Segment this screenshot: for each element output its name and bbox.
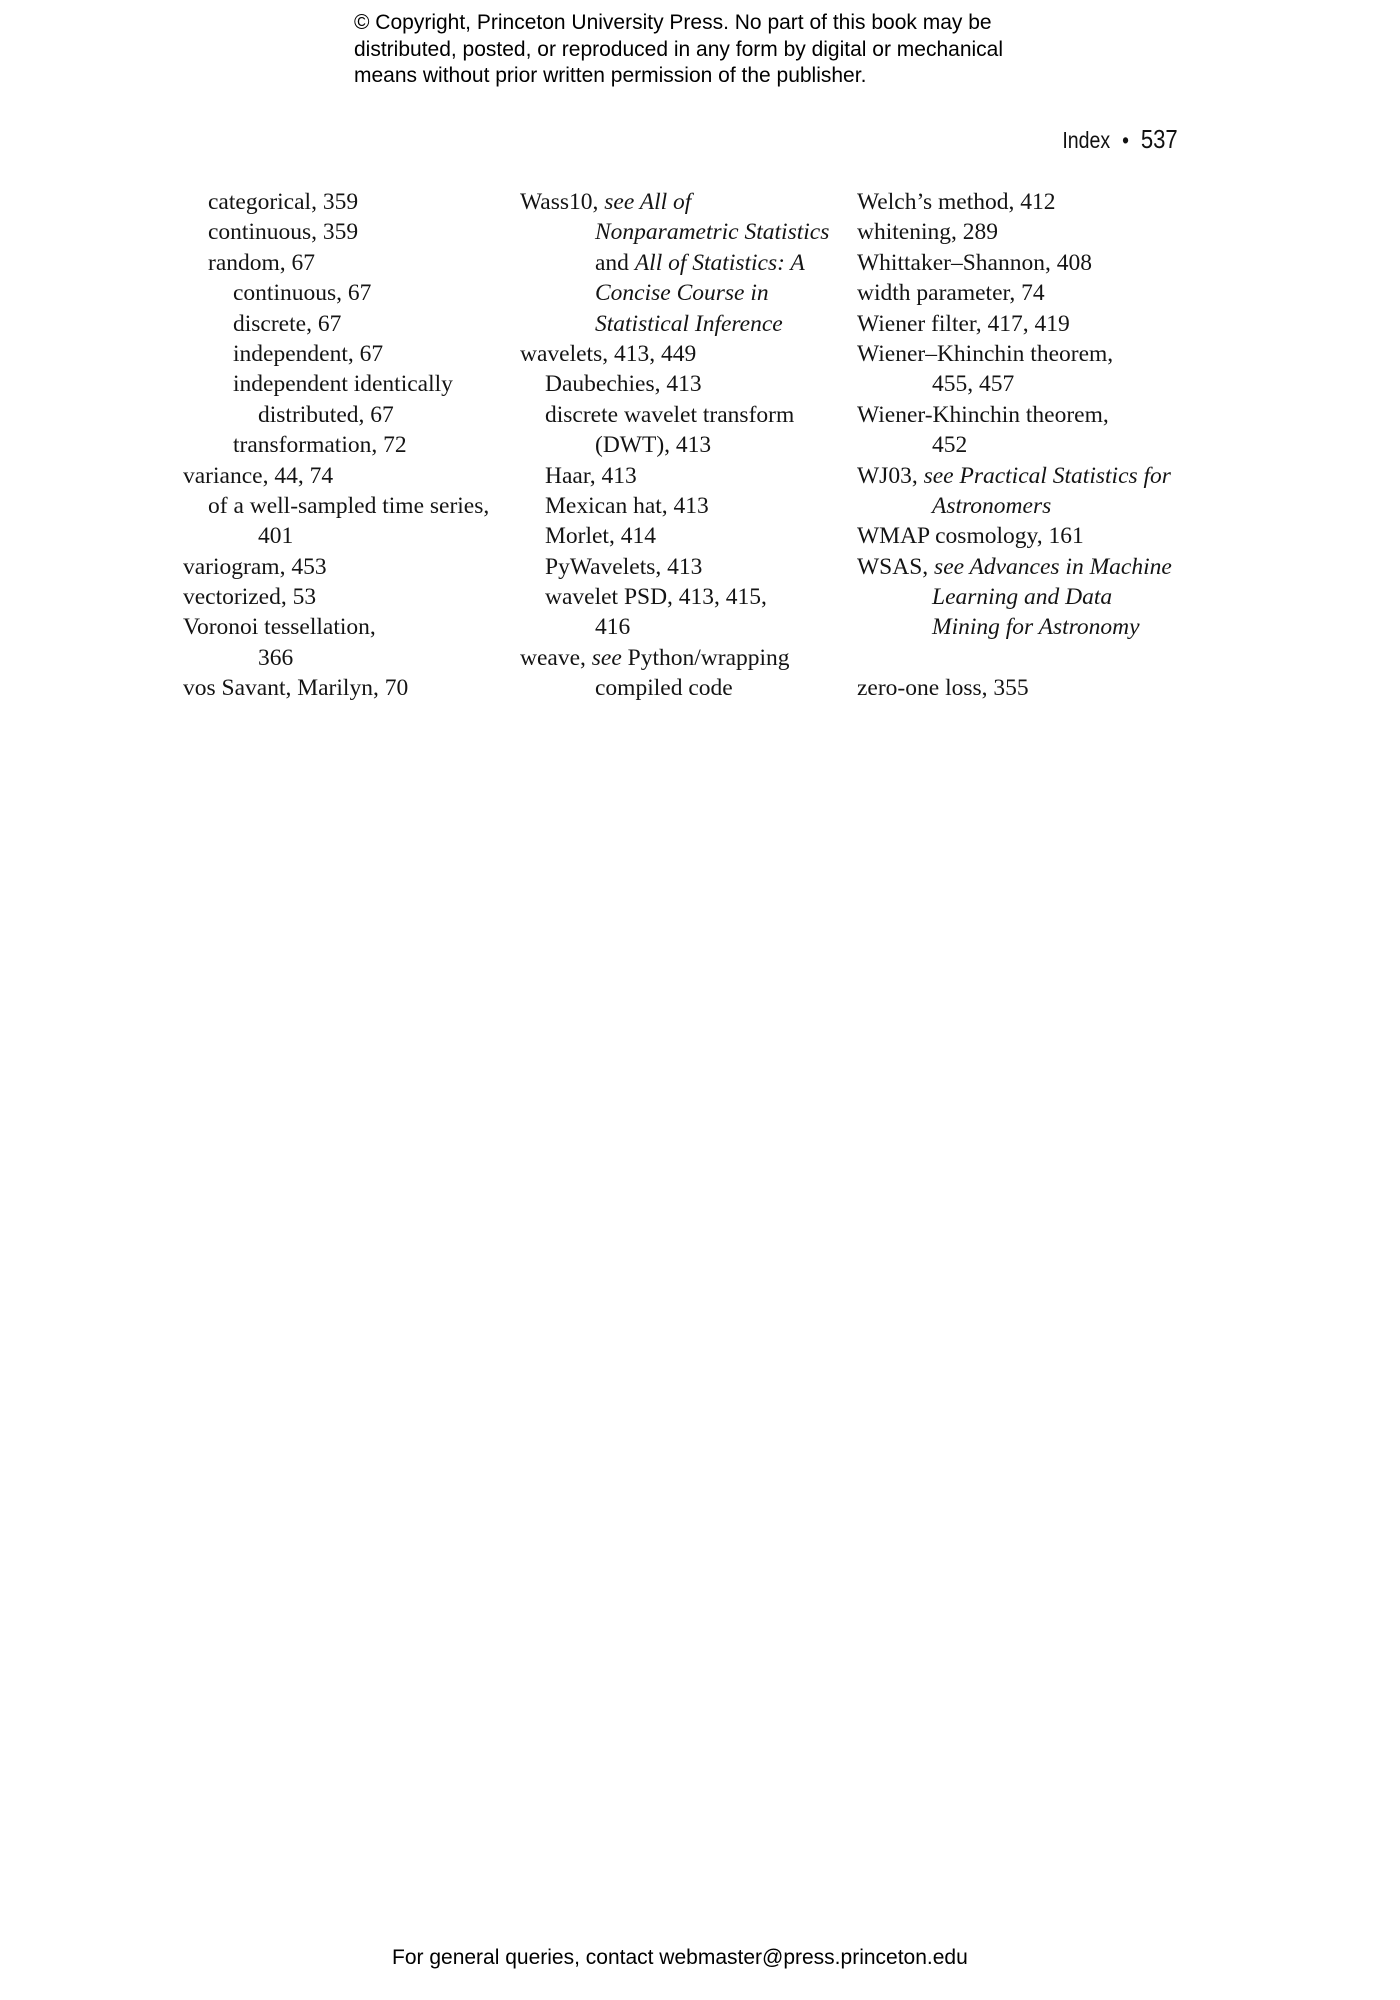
- copyright-notice: [354, 10, 1003, 90]
- page-number: 537: [1141, 124, 1178, 154]
- entry-text: Welch’s method, 412: [857, 189, 1056, 215]
- entry-text: wavelet PSD, 413, 415,: [545, 584, 767, 611]
- index-entry: [183, 673, 489, 703]
- index-entry-continuation: [857, 582, 1172, 612]
- entry-text: weave,: [520, 644, 592, 671]
- index-entry-continuation: [857, 612, 1172, 642]
- entry-text: 455, 457: [932, 371, 1015, 398]
- entry-text: distributed, 67: [258, 401, 394, 428]
- entry-text: independent, 67: [233, 340, 384, 367]
- entry-text: variogram, 453: [183, 553, 327, 580]
- index-subentry: [520, 369, 829, 399]
- italic-text: All of Statistics: A: [634, 249, 805, 276]
- index-entry-continuation: [183, 521, 489, 551]
- entry-text: Python/wrapping: [621, 644, 790, 671]
- entry-text: of a well-sampled time series,: [208, 492, 490, 519]
- index-entry-continuation: [183, 643, 489, 673]
- index-entry: [183, 612, 489, 642]
- index-entry: [857, 309, 1172, 339]
- entry-text: Wass10,: [520, 189, 605, 215]
- index-subentry: [520, 582, 829, 612]
- italic-text: Statistical Inference: [595, 310, 783, 337]
- entry-text: zero-one loss, 355: [857, 675, 1029, 702]
- index-entry: [857, 461, 1172, 491]
- entry-text: Voronoi tessellation,: [183, 614, 376, 641]
- entry-text: 452: [932, 432, 968, 459]
- index-entry-continuation: [520, 673, 829, 703]
- entry-text: Mexican hat, 413: [545, 492, 709, 519]
- index-entry: [857, 339, 1172, 369]
- index-entry-continuation: [857, 369, 1172, 399]
- entry-text: and: [595, 249, 635, 276]
- index-entry: [857, 248, 1172, 278]
- entry-text: PyWavelets, 413: [545, 553, 703, 580]
- index-subentry: [520, 552, 829, 582]
- index-entry: [183, 552, 489, 582]
- index-entry: [857, 552, 1172, 582]
- index-entry-continuation: [857, 430, 1172, 460]
- index-entry: [183, 582, 489, 612]
- copyright-line: means without prior written permission of the publisher.: [354, 64, 867, 87]
- italic-text: see Practical Statistics for: [923, 462, 1171, 489]
- entry-text: Daubechies, 413: [545, 371, 702, 398]
- index-entry-continuation: [520, 612, 829, 642]
- entry-text: wavelets, 413, 449: [520, 340, 697, 367]
- index-subentry: [183, 278, 489, 308]
- entry-text: discrete wavelet transform: [545, 401, 795, 428]
- index-entry: [857, 673, 1172, 703]
- entry-text: random, 67: [208, 249, 316, 276]
- entry-text: 416: [595, 614, 631, 641]
- entry-text: Whittaker–Shannon, 408: [857, 249, 1092, 276]
- entry-text: independent identically: [233, 371, 453, 398]
- entry-text: vectorized, 53: [183, 584, 317, 611]
- entry-text: compiled code: [595, 675, 733, 702]
- entry-text: vos Savant, Marilyn, 70: [183, 675, 409, 702]
- entry-text: whitening, 289: [857, 219, 998, 246]
- index-subentry: [520, 491, 829, 521]
- italic-text: Mining for Astronomy: [932, 614, 1140, 641]
- index-entry-continuation: [520, 278, 829, 308]
- index-column-2: [520, 187, 829, 704]
- index-entry-continuation: [520, 217, 829, 247]
- italic-text: see: [591, 644, 622, 671]
- entry-text: Wiener filter, 417, 419: [857, 310, 1070, 337]
- entry-text: Wiener–Khinchin theorem,: [857, 340, 1114, 367]
- index-entry-continuation: [520, 430, 829, 460]
- italic-text: Learning and Data: [932, 584, 1113, 611]
- index-subentry: [183, 187, 489, 217]
- index-entry: [857, 217, 1172, 247]
- index-entry-continuation: [183, 400, 489, 430]
- section-title: Index: [1062, 127, 1111, 153]
- index-entry: [183, 461, 489, 491]
- index-subentry: [183, 217, 489, 247]
- index-entry: [520, 187, 829, 217]
- index-column-3: [857, 187, 1172, 704]
- entry-text: Haar, 413: [545, 462, 637, 489]
- entry-text: continuous, 67: [233, 280, 372, 307]
- index-entry: [857, 187, 1172, 217]
- italic-text: Nonparametric Statistics: [595, 219, 830, 246]
- italic-text: Astronomers: [932, 492, 1052, 519]
- entry-text: continuous, 359: [208, 219, 359, 246]
- index-entry: [857, 643, 1172, 673]
- italic-text: Concise Course in: [595, 280, 769, 307]
- index-subentry: [183, 491, 489, 521]
- copyright-line: distributed, posted, or reproduced in any form by digital or mechanical: [354, 37, 1004, 61]
- entry-text: Wiener-Khinchin theorem,: [857, 401, 1109, 428]
- entry-text: WMAP cosmology, 161: [857, 523, 1084, 550]
- bullet-separator: •: [1122, 127, 1130, 153]
- entry-text: 366: [258, 644, 294, 671]
- index-entry: [520, 643, 829, 673]
- index-subentry: [520, 461, 829, 491]
- italic-text: see All of: [604, 189, 692, 215]
- footer-contact: For general queries, contact webmaster@press.princeton.edu: [392, 1946, 968, 1969]
- index-entry: [857, 278, 1172, 308]
- entry-text: WSAS,: [857, 553, 935, 580]
- index-entry: [857, 521, 1172, 551]
- index-entry: [520, 339, 829, 369]
- index-column-1: [183, 187, 489, 704]
- italic-text: see Advances in Machine: [934, 553, 1172, 580]
- index-subentry: [520, 521, 829, 551]
- index-subentry: [183, 369, 489, 399]
- entry-text: variance, 44, 74: [183, 462, 334, 489]
- index-subentry: [183, 309, 489, 339]
- index-entry-continuation: [857, 491, 1172, 521]
- entry-text: 401: [258, 523, 294, 550]
- entry-text: width parameter, 74: [857, 280, 1045, 307]
- entry-text: Morlet, 414: [545, 523, 656, 550]
- index-subentry: [183, 339, 489, 369]
- entry-text: discrete, 67: [233, 310, 342, 337]
- entry-text: transformation, 72: [233, 432, 407, 459]
- index-entry-continuation: [520, 248, 829, 278]
- entry-text: WJ03,: [857, 462, 924, 489]
- running-head: [1063, 124, 1178, 155]
- index-entry-continuation: [520, 309, 829, 339]
- copyright-line: © Copyright, Princeton University Press. No part of this book may be: [354, 11, 992, 34]
- entry-text: (DWT), 413: [595, 432, 712, 459]
- index-entry: [857, 400, 1172, 430]
- index-subentry: [520, 400, 829, 430]
- entry-text: categorical, 359: [208, 189, 359, 215]
- index-subentry: [183, 430, 489, 460]
- index-subentry: [183, 248, 489, 278]
